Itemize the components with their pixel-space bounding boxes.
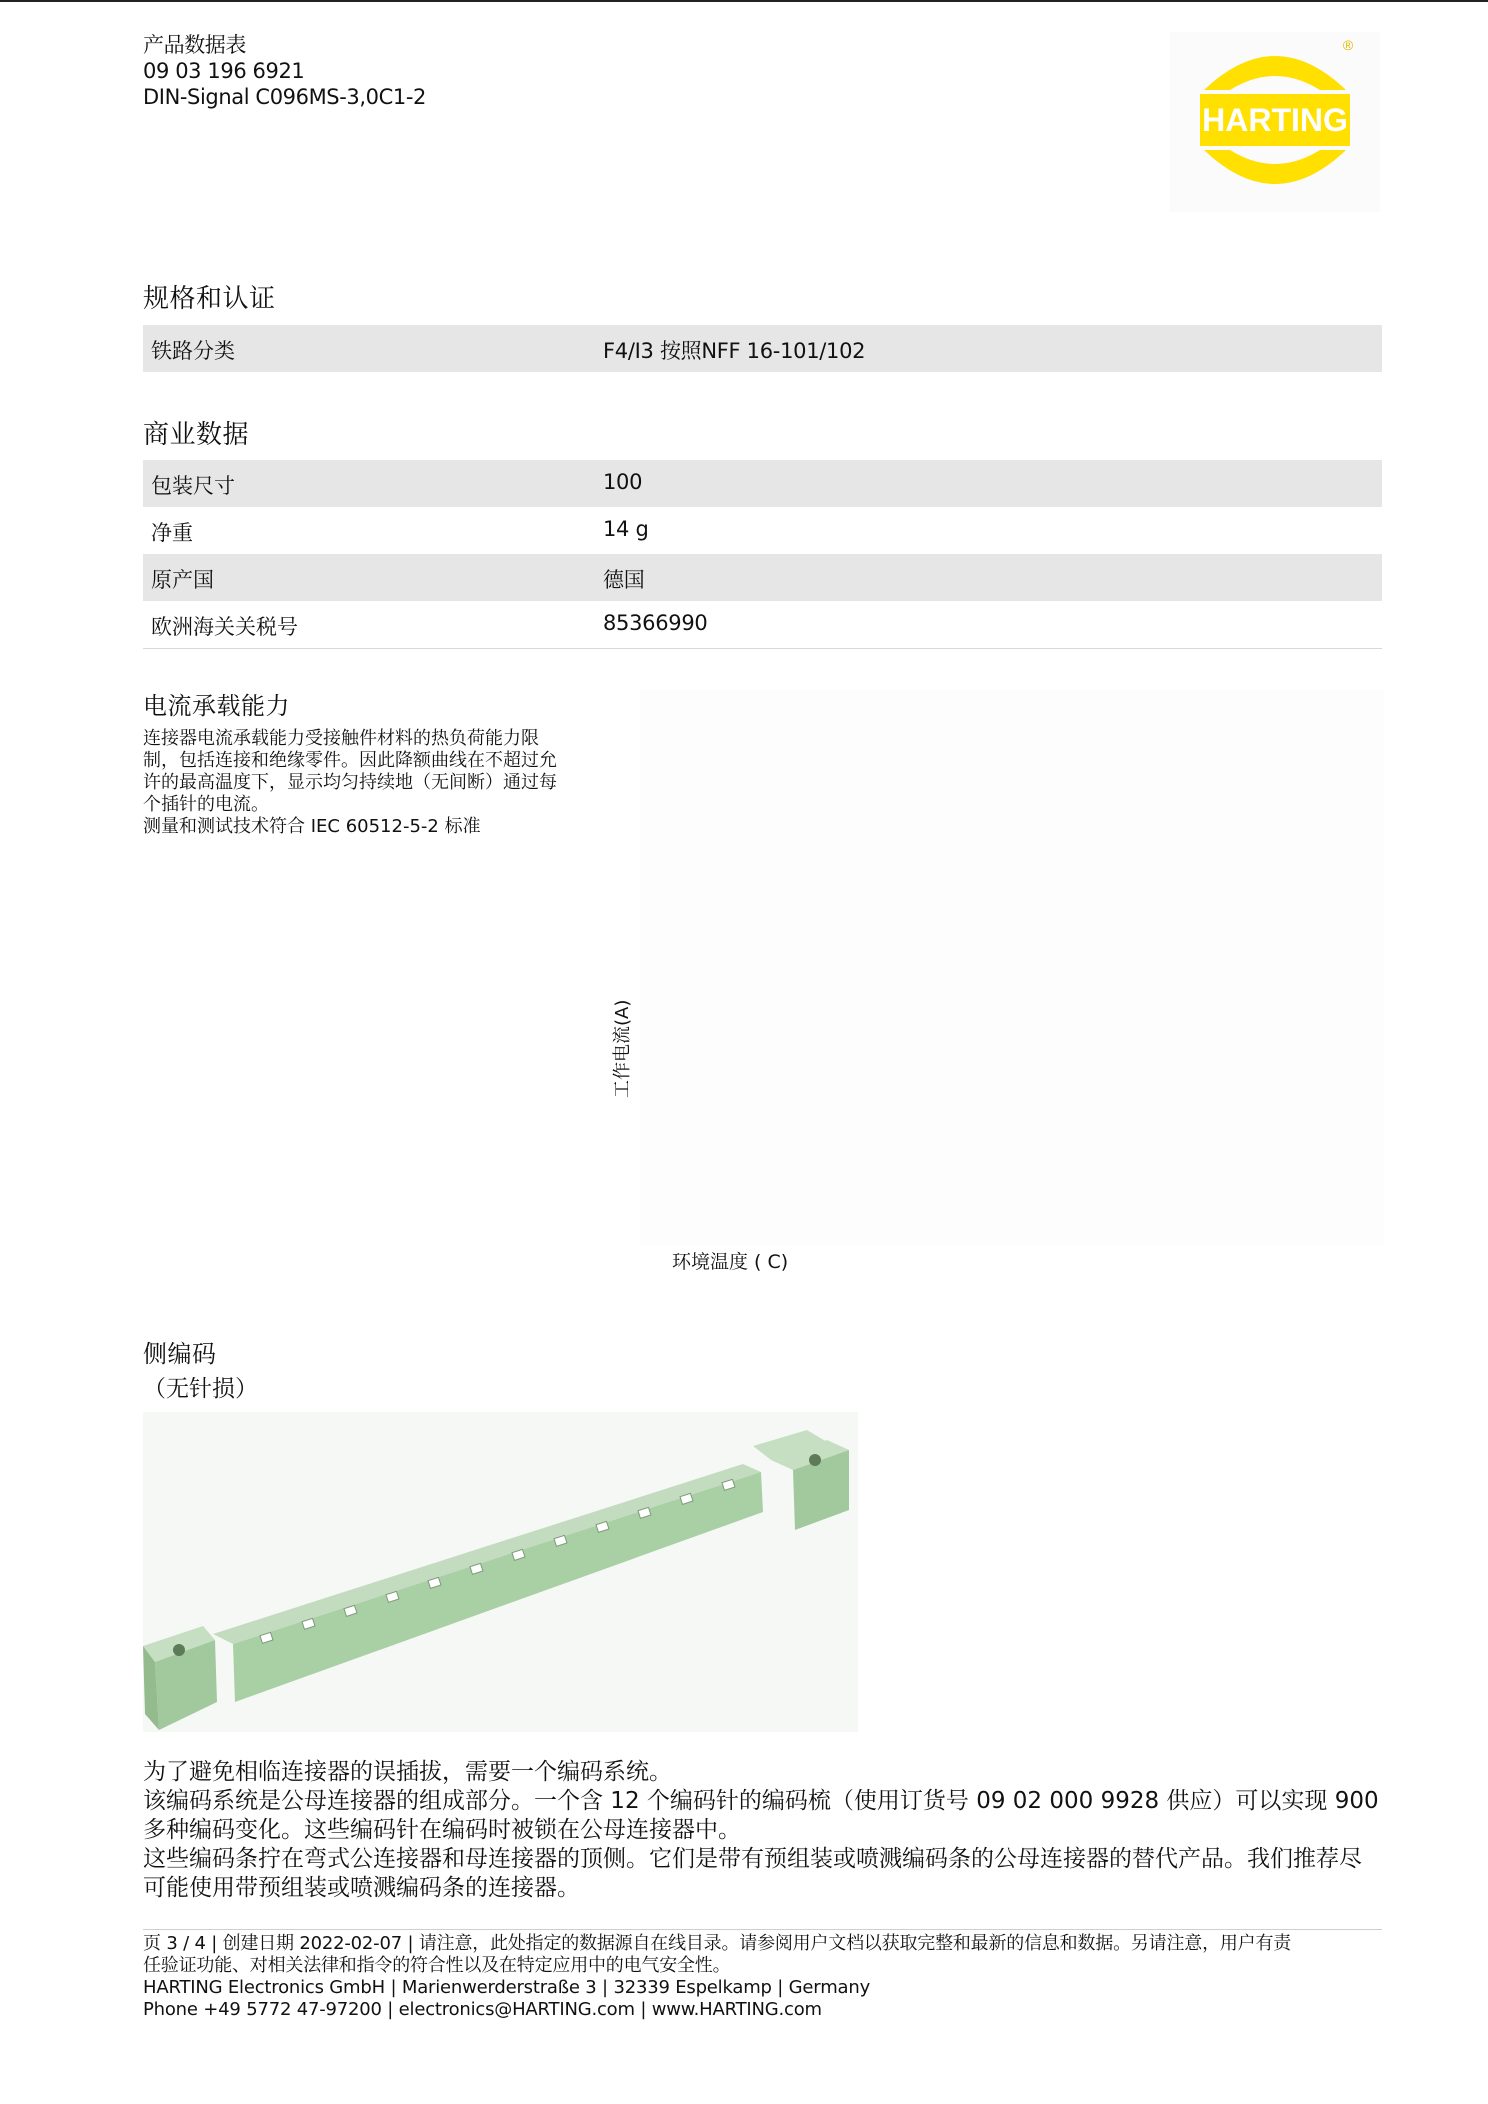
footer-disclaimer-cont: 任验证功能、对相关法律和指令的符合性以及在特定应用中的电气安全性。 — [143, 1955, 731, 1976]
row-value: 德国 — [603, 568, 645, 592]
footer-contact: Phone +49 5772 47-97200 | electronics@HARTING.com | www.HARTING.com — [143, 1999, 822, 2020]
commercial-section-title: 商业数据 — [143, 420, 250, 450]
footer-address: HARTING Electronics GmbH | Marienwerderstraße 3 | 32339 Espelkamp | Germany — [143, 1977, 871, 1998]
specs-table — [143, 325, 1382, 372]
harting-logo — [1170, 32, 1380, 212]
footer-disclaimer: 页 3 / 4 | 创建日期 2022-02-07 | 请注意，此处指定的数据源自在线目录。请参阅用户文档以获取完整和最新的信息和数据。另请注意，用户有责 — [143, 1933, 1292, 1954]
coding-subtitle: （无针损） — [143, 1376, 258, 1402]
coding-section-title: 侧编码 — [143, 1340, 217, 1368]
product-name: DIN-Signal C096MS-3,0C1-2 — [143, 85, 426, 109]
table-row — [143, 507, 1382, 554]
row-key: 欧洲海关关税号 — [151, 615, 298, 639]
coding-paragraph: 这些编码条拧在弯式公连接器和母连接器的顶侧。它们是带有预组装或喷溅编码条的公母连接器的替代产品。我们推荐尽可能使用带预组装或喷溅编码条的连接器。 — [143, 1846, 1362, 1901]
current-section-title: 电流承载能力 — [143, 692, 290, 720]
derating-description: 连接器电流承载能力受接触件材料的热负荷能力限制，包括连接和绝缘零件。因此降额曲线在不超过允许的最高温度下，显示均匀持续地（无间断）通过每个插针的电流。 — [143, 728, 557, 815]
svg-text:HARTING: HARTING — [1202, 102, 1348, 138]
row-value: F4/I3 按照NFF 16-101/102 — [603, 339, 866, 363]
y-axis-label: 工作电流(A) — [612, 999, 633, 1098]
table-row — [143, 325, 1382, 372]
page-footer — [143, 1933, 1382, 2021]
table-row — [143, 601, 1382, 648]
coding-paragraph: 为了避免相临连接器的误插拔，需要一个编码系统。 — [143, 1759, 672, 1785]
commercial-table — [143, 460, 1382, 649]
derating-chart-area — [640, 690, 1384, 1245]
doc-type-label: 产品数据表 — [143, 33, 246, 57]
coding-paragraph: 该编码系统是公母连接器的组成部分。一个含 12 个编码针的编码梳（使用订货号 09 02 000 9928 供应）可以实现 900 多种编码变化。这些编码针在编码时被锁在公母连接器中。 — [143, 1788, 1379, 1843]
row-value: 100 — [603, 470, 643, 494]
row-value: 14 g — [603, 517, 649, 541]
page-top-border — [0, 0, 1488, 2]
footer-divider — [143, 1929, 1382, 1930]
x-axis-label: 环境温度 ( C) — [672, 1251, 789, 1273]
table-row — [143, 460, 1382, 507]
svg-text:®: ® — [1342, 37, 1354, 53]
specs-section-title: 规格和认证 — [143, 284, 276, 314]
row-key: 铁路分类 — [151, 339, 235, 363]
row-key: 原产国 — [151, 568, 214, 592]
row-key: 净重 — [151, 521, 193, 545]
part-number: 09 03 196 6921 — [143, 59, 305, 83]
row-value: 85366990 — [603, 611, 708, 635]
row-key: 包装尺寸 — [151, 474, 235, 498]
standard-note: 测量和测试技术符合 IEC 60512-5-2 标准 — [143, 816, 481, 837]
coding-strip-image — [143, 1412, 858, 1732]
current-description — [143, 728, 558, 838]
table-row — [143, 554, 1382, 601]
coding-description — [143, 1758, 1382, 1903]
